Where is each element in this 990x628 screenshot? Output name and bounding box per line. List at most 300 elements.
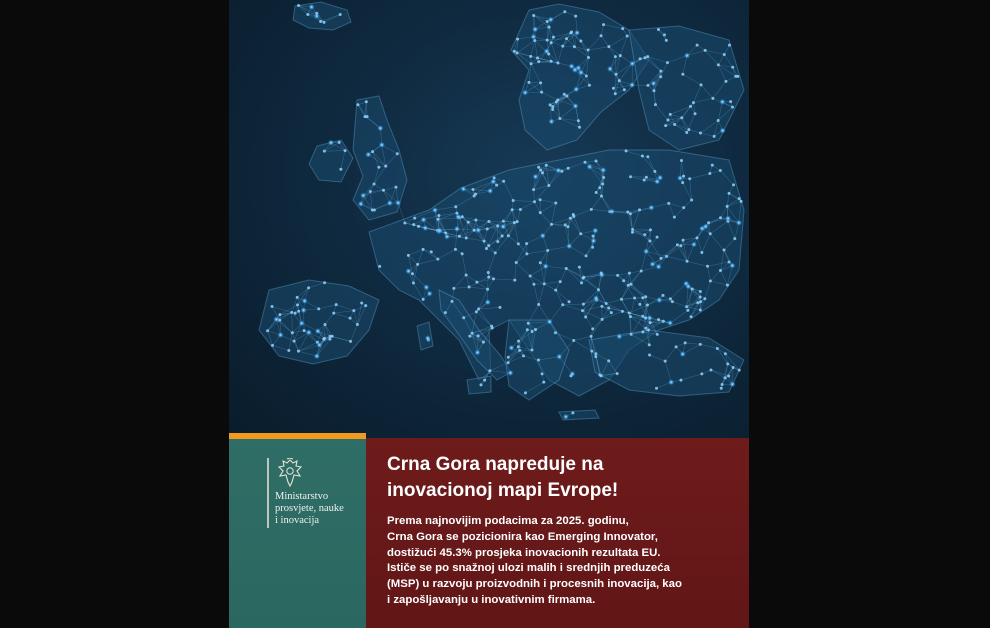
- network-node: [542, 381, 545, 384]
- network-node: [584, 316, 587, 319]
- network-node: [454, 248, 457, 251]
- network-node: [405, 268, 411, 274]
- network-node: [725, 215, 731, 221]
- network-node: [638, 303, 641, 306]
- network-node: [360, 192, 366, 198]
- network-node: [494, 251, 497, 254]
- network-node: [369, 190, 372, 193]
- network-node: [349, 340, 352, 343]
- ministry-name-line3: i inovacija: [275, 515, 320, 526]
- network-node: [644, 327, 647, 330]
- network-node: [602, 23, 605, 26]
- network-node: [723, 53, 726, 56]
- network-node: [485, 299, 491, 305]
- network-node: [673, 216, 676, 219]
- network-node: [582, 303, 585, 306]
- network-node: [731, 106, 734, 109]
- network-node: [665, 255, 668, 258]
- network-node: [629, 175, 632, 178]
- network-node: [395, 200, 401, 206]
- network-node: [644, 317, 647, 320]
- network-node: [656, 333, 659, 336]
- network-node: [711, 164, 714, 167]
- network-node: [297, 350, 300, 353]
- network-node: [455, 214, 461, 220]
- network-node: [582, 276, 585, 279]
- network-node: [548, 26, 551, 29]
- network-node: [554, 331, 557, 334]
- network-node: [656, 236, 659, 239]
- network-node: [585, 254, 588, 257]
- network-node: [560, 170, 563, 173]
- network-node: [539, 198, 542, 201]
- network-node: [502, 220, 505, 223]
- network-node: [517, 242, 520, 245]
- network-node: [417, 225, 420, 228]
- network-node: [601, 183, 604, 186]
- network-node: [547, 52, 550, 55]
- network-node: [675, 345, 678, 348]
- network-node: [365, 151, 371, 157]
- network-node: [534, 328, 537, 331]
- network-node: [422, 298, 425, 301]
- network-node: [579, 232, 582, 235]
- network-node: [278, 319, 281, 322]
- network-node: [646, 304, 649, 307]
- network-node: [662, 320, 665, 323]
- network-node: [539, 169, 542, 172]
- network-node: [422, 248, 425, 251]
- network-node: [277, 332, 283, 338]
- network-node: [430, 250, 433, 253]
- network-node: [525, 242, 528, 245]
- network-node: [561, 45, 564, 48]
- network-node: [649, 321, 652, 324]
- network-node: [541, 372, 544, 375]
- network-node: [646, 84, 649, 87]
- network-node: [629, 82, 635, 88]
- network-node: [616, 274, 619, 277]
- network-node: [344, 149, 347, 152]
- network-node: [649, 240, 652, 243]
- network-node: [551, 105, 554, 108]
- network-node: [475, 281, 478, 284]
- network-node: [407, 254, 410, 257]
- network-node: [572, 67, 578, 73]
- network-node: [420, 216, 426, 222]
- network-node: [587, 49, 590, 52]
- network-node: [643, 248, 649, 254]
- network-node: [614, 55, 617, 58]
- network-node: [543, 282, 546, 285]
- network-node: [411, 272, 414, 275]
- network-node: [647, 329, 650, 332]
- network-node: [517, 340, 520, 343]
- network-node: [583, 161, 586, 164]
- body-line: (MSP) u razvoju proizvodnih i procesnih inovacija, kao: [387, 578, 682, 591]
- network-node: [572, 215, 575, 218]
- network-node: [541, 171, 544, 174]
- network-node: [533, 200, 536, 203]
- network-node: [444, 231, 447, 234]
- network-node: [709, 232, 712, 235]
- network-node: [579, 39, 582, 42]
- network-node: [700, 251, 703, 254]
- network-node: [539, 211, 542, 214]
- network-node: [600, 272, 603, 275]
- network-node: [699, 132, 702, 135]
- network-node: [422, 225, 428, 231]
- network-node: [609, 208, 615, 214]
- network-node: [649, 228, 652, 231]
- network-node: [271, 344, 274, 347]
- network-node: [297, 310, 300, 313]
- network-node: [610, 311, 613, 314]
- news-panel: [366, 438, 749, 628]
- body-paragraph: [387, 514, 737, 609]
- network-node: [436, 227, 442, 233]
- network-node: [655, 264, 661, 270]
- network-node: [638, 208, 641, 211]
- network-node: [732, 366, 735, 369]
- network-node: [633, 297, 636, 300]
- network-node: [620, 298, 623, 301]
- network-node: [287, 349, 290, 352]
- ministry-name: [275, 491, 359, 527]
- network-node: [490, 178, 496, 184]
- network-node: [564, 223, 567, 226]
- network-node: [594, 352, 597, 355]
- network-node: [656, 297, 662, 303]
- network-node: [549, 103, 552, 106]
- headline: [387, 452, 737, 504]
- network-node: [488, 369, 491, 372]
- network-node: [669, 297, 672, 300]
- network-node: [550, 41, 553, 44]
- network-node: [540, 233, 546, 239]
- network-node: [294, 312, 297, 315]
- network-node: [668, 379, 674, 385]
- network-node: [738, 369, 741, 372]
- network-node: [607, 45, 610, 48]
- network-node: [578, 266, 581, 269]
- network-node: [565, 37, 568, 40]
- network-node: [278, 313, 281, 316]
- network-node: [570, 30, 573, 33]
- network-node: [590, 335, 593, 338]
- network-node: [349, 317, 352, 320]
- network-node: [323, 150, 326, 153]
- network-node: [616, 333, 622, 339]
- network-node: [729, 262, 735, 268]
- network-node: [666, 61, 669, 64]
- network-node: [631, 231, 634, 234]
- network-node: [643, 179, 646, 182]
- network-node: [565, 267, 568, 270]
- network-node: [307, 286, 310, 289]
- network-node: [328, 338, 331, 341]
- network-node: [574, 15, 577, 18]
- network-node: [529, 274, 532, 277]
- network-node: [511, 208, 514, 211]
- network-node: [556, 353, 562, 359]
- network-node: [366, 115, 369, 118]
- network-node: [671, 300, 674, 303]
- network-node: [467, 221, 470, 224]
- network-node: [542, 263, 548, 269]
- network-node: [592, 227, 598, 233]
- network-node: [477, 334, 480, 337]
- network-node: [649, 261, 655, 267]
- network-node: [502, 180, 505, 183]
- network-node: [643, 233, 646, 236]
- network-node: [371, 150, 374, 153]
- network-node: [426, 290, 432, 296]
- network-node: [356, 323, 359, 326]
- network-node: [358, 201, 364, 207]
- network-node: [290, 311, 293, 314]
- network-node: [664, 360, 667, 363]
- network-node: [626, 211, 629, 214]
- network-node: [545, 164, 548, 167]
- network-node: [731, 66, 734, 69]
- network-node: [621, 27, 624, 30]
- network-node: [413, 217, 416, 220]
- network-node: [657, 175, 663, 181]
- network-node: [444, 233, 450, 239]
- network-node: [657, 28, 660, 31]
- network-node: [683, 280, 689, 286]
- network-node: [530, 349, 533, 352]
- network-node: [625, 149, 628, 152]
- network-node: [314, 353, 320, 359]
- network-node: [699, 343, 702, 346]
- network-node: [733, 237, 736, 240]
- network-node: [694, 112, 697, 115]
- network-node: [513, 279, 516, 282]
- network-node: [690, 315, 693, 318]
- network-node: [728, 260, 731, 263]
- network-node: [591, 246, 594, 249]
- accent-bar: [229, 433, 366, 439]
- network-node: [630, 333, 633, 336]
- network-node: [605, 302, 608, 305]
- network-node: [639, 57, 642, 60]
- network-node: [692, 101, 695, 104]
- network-node: [461, 252, 464, 255]
- body-line: i zapošljavanju u inovativnim firmama.: [387, 593, 596, 606]
- network-node: [726, 362, 729, 365]
- network-node: [332, 312, 335, 315]
- network-node: [640, 269, 643, 272]
- network-node: [600, 34, 603, 37]
- network-node: [648, 354, 651, 357]
- network-node: [616, 372, 619, 375]
- network-node: [585, 75, 588, 78]
- network-node: [696, 301, 699, 304]
- network-node: [454, 226, 460, 232]
- network-node: [598, 186, 601, 189]
- network-node: [552, 36, 555, 39]
- network-node: [339, 168, 342, 171]
- network-node: [425, 335, 431, 341]
- network-node: [565, 95, 568, 98]
- network-node: [537, 359, 540, 362]
- network-node: [266, 329, 269, 332]
- network-node: [477, 307, 480, 310]
- network-node: [665, 39, 668, 42]
- europe-network-map: [229, 0, 749, 438]
- network-node: [537, 303, 540, 306]
- network-node: [726, 205, 729, 208]
- network-node: [716, 347, 719, 350]
- network-node: [550, 223, 553, 226]
- network-node: [527, 322, 530, 325]
- network-node: [719, 127, 725, 133]
- body-line: Prema najnovijim podacima za 2025. godinu,: [387, 515, 629, 527]
- network-node: [317, 307, 320, 310]
- network-node: [296, 303, 299, 306]
- network-node: [689, 105, 692, 108]
- network-node: [643, 56, 646, 59]
- network-node: [629, 212, 632, 215]
- network-node: [719, 169, 722, 172]
- network-node: [569, 374, 572, 377]
- network-node: [437, 214, 440, 217]
- network-node: [468, 285, 471, 288]
- network-node: [614, 92, 617, 95]
- network-node: [709, 280, 712, 283]
- network-node: [587, 56, 590, 59]
- network-node: [648, 343, 651, 346]
- network-node: [679, 351, 685, 357]
- headline-line1: Crna Gora napreduje na: [387, 454, 604, 475]
- network-node: [699, 300, 702, 303]
- network-node: [460, 186, 466, 192]
- network-node: [681, 73, 684, 76]
- network-node: [496, 240, 499, 243]
- network-node: [507, 234, 510, 237]
- network-node: [315, 12, 318, 15]
- network-node: [339, 13, 342, 16]
- network-node: [700, 83, 703, 86]
- network-node: [465, 236, 468, 239]
- network-node: [600, 374, 603, 377]
- network-node: [621, 310, 624, 313]
- network-node: [684, 341, 687, 344]
- network-node: [554, 289, 557, 292]
- network-node: [578, 126, 581, 129]
- network-node: [527, 81, 530, 84]
- network-node: [641, 296, 644, 299]
- network-node: [403, 222, 406, 225]
- network-node: [475, 310, 478, 313]
- network-node: [627, 284, 630, 287]
- network-node: [699, 290, 702, 293]
- network-node: [522, 89, 528, 95]
- logo-divider-line: [267, 458, 269, 528]
- network-node: [480, 383, 483, 386]
- network-node: [573, 45, 576, 48]
- network-node: [593, 295, 599, 301]
- network-node: [537, 60, 540, 63]
- network-node: [365, 100, 368, 103]
- network-node: [641, 331, 644, 334]
- network-node: [574, 30, 580, 36]
- network-node: [726, 284, 729, 287]
- network-node: [486, 227, 489, 230]
- network-node: [297, 4, 300, 7]
- ministry-name-line2: prosvjete, nauke: [275, 503, 344, 514]
- network-node: [663, 33, 666, 36]
- network-node: [465, 274, 468, 277]
- network-node: [728, 44, 731, 47]
- network-node: [293, 340, 296, 343]
- network-node: [444, 311, 447, 314]
- network-node: [468, 335, 471, 338]
- network-node: [550, 60, 553, 63]
- network-node: [352, 309, 355, 312]
- network-node: [532, 26, 538, 32]
- network-node: [607, 66, 613, 72]
- network-node: [437, 218, 440, 221]
- network-node: [597, 288, 600, 291]
- network-node: [646, 55, 649, 58]
- network-node: [645, 176, 648, 179]
- network-node: [492, 277, 495, 280]
- network-node: [487, 276, 490, 279]
- network-node: [602, 176, 605, 179]
- network-node: [724, 352, 727, 355]
- network-node: [471, 188, 474, 191]
- network-node: [704, 49, 707, 52]
- network-node: [680, 159, 683, 162]
- body-line: Ističe se po snažnoj ulozi malih i srednjih preduzeća: [387, 562, 670, 575]
- post-frame: [229, 0, 749, 628]
- network-node: [300, 307, 306, 313]
- network-node: [512, 199, 515, 202]
- network-node: [486, 288, 489, 291]
- network-node: [666, 119, 669, 122]
- network-node: [612, 87, 615, 90]
- network-node: [298, 320, 304, 326]
- network-node: [686, 309, 689, 312]
- network-node: [548, 118, 554, 124]
- network-node: [291, 331, 294, 334]
- network-node: [306, 13, 309, 16]
- network-node: [432, 207, 438, 213]
- network-node: [436, 258, 439, 261]
- network-node: [458, 235, 461, 238]
- network-node: [691, 287, 694, 290]
- ministry-panel: [229, 433, 366, 628]
- network-node: [626, 34, 629, 37]
- network-node: [664, 124, 667, 127]
- network-node: [622, 279, 625, 282]
- network-node: [501, 234, 504, 237]
- network-node: [719, 99, 725, 105]
- network-node: [532, 14, 535, 17]
- network-node: [462, 316, 465, 319]
- network-node: [568, 300, 571, 303]
- network-node: [507, 370, 513, 376]
- network-node: [377, 166, 380, 169]
- network-node: [679, 379, 682, 382]
- network-node: [416, 263, 419, 266]
- network-node: [513, 50, 516, 53]
- network-node: [323, 21, 326, 24]
- network-node: [559, 280, 562, 283]
